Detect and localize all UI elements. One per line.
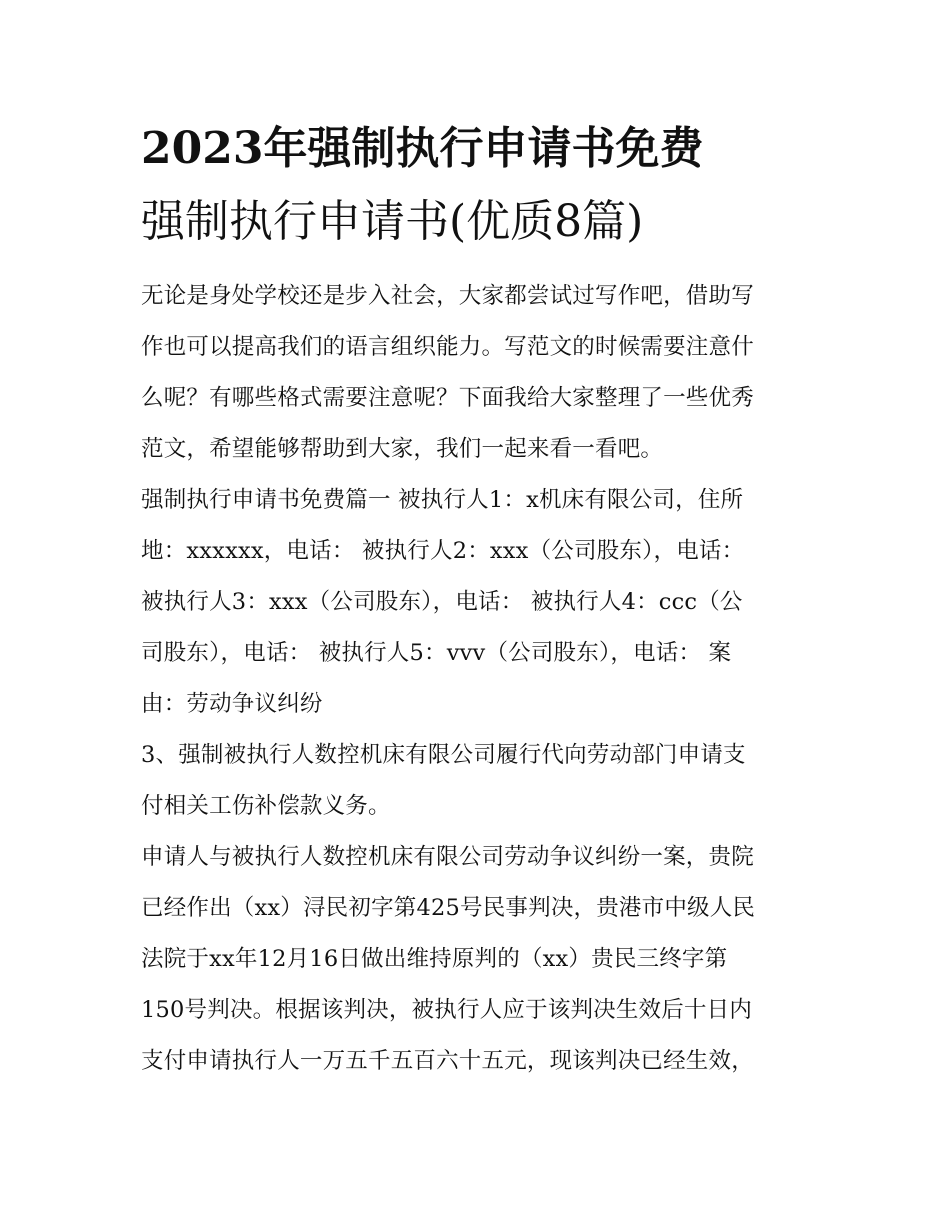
paragraph-line: 范文，希望能够帮助到大家，我们一起来看一看吧。 <box>141 436 664 462</box>
paragraph-line: 申请人与被执行人数控机床有限公司劳动争议纠纷一案，贵院 <box>141 844 754 870</box>
paragraph-line: 支付申请执行人一万五千五百六十五元，现该判决已经生效， <box>141 1048 754 1074</box>
paragraph-line: 地：xxxxxx，电话： 被执行人2：xxx（公司股东），电话： <box>141 538 745 564</box>
paragraph-line: 150号判决。根据该判决，被执行人应于该判决生效后十日内 <box>141 997 753 1023</box>
paragraph-line: 被执行人3：xxx（公司股东），电话： 被执行人4：ccc（公 <box>141 589 743 615</box>
paragraph-line: 由：劳动争议纠纷 <box>141 691 323 717</box>
paragraph-line: 司股东），电话： 被执行人5：vvv（公司股东），电话： 案 <box>141 640 732 666</box>
document-title <box>141 112 813 258</box>
intro-paragraph <box>141 271 813 475</box>
facts-paragraph <box>141 832 813 1087</box>
request-item-paragraph <box>141 730 813 832</box>
parties-paragraph <box>141 475 813 730</box>
paragraph-line: 付相关工伤补偿款义务。 <box>141 793 391 819</box>
document-body <box>141 271 813 1087</box>
title-line-2: 强制执行申请书(优质8篇) <box>141 196 644 247</box>
paragraph-line: 无论是身处学校还是步入社会，大家都尝试过写作吧，借助写 <box>141 283 754 309</box>
paragraph-line: 法院于xx年12月16日做出维持原判的（xx）贵民三终字第 <box>141 946 728 972</box>
document-page <box>141 112 813 1087</box>
paragraph-line: 已经作出（xx）浔民初字第425号民事判决，贵港市中级人民 <box>141 895 756 921</box>
paragraph-line: 么呢？有哪些格式需要注意呢？下面我给大家整理了一些优秀 <box>141 385 754 411</box>
title-line-1-text: 2023年强制执行申请书免费 <box>141 123 704 174</box>
title-line-1 <box>141 112 813 185</box>
paragraph-line: 3、强制被执行人数控机床有限公司履行代向劳动部门申请支 <box>141 742 746 768</box>
paragraph-line: 作也可以提高我们的语言组织能力。写范文的时候需要注意什 <box>141 334 754 360</box>
paragraph-line: 强制执行申请书免费篇一 被执行人1：x机床有限公司，住所 <box>141 487 744 513</box>
